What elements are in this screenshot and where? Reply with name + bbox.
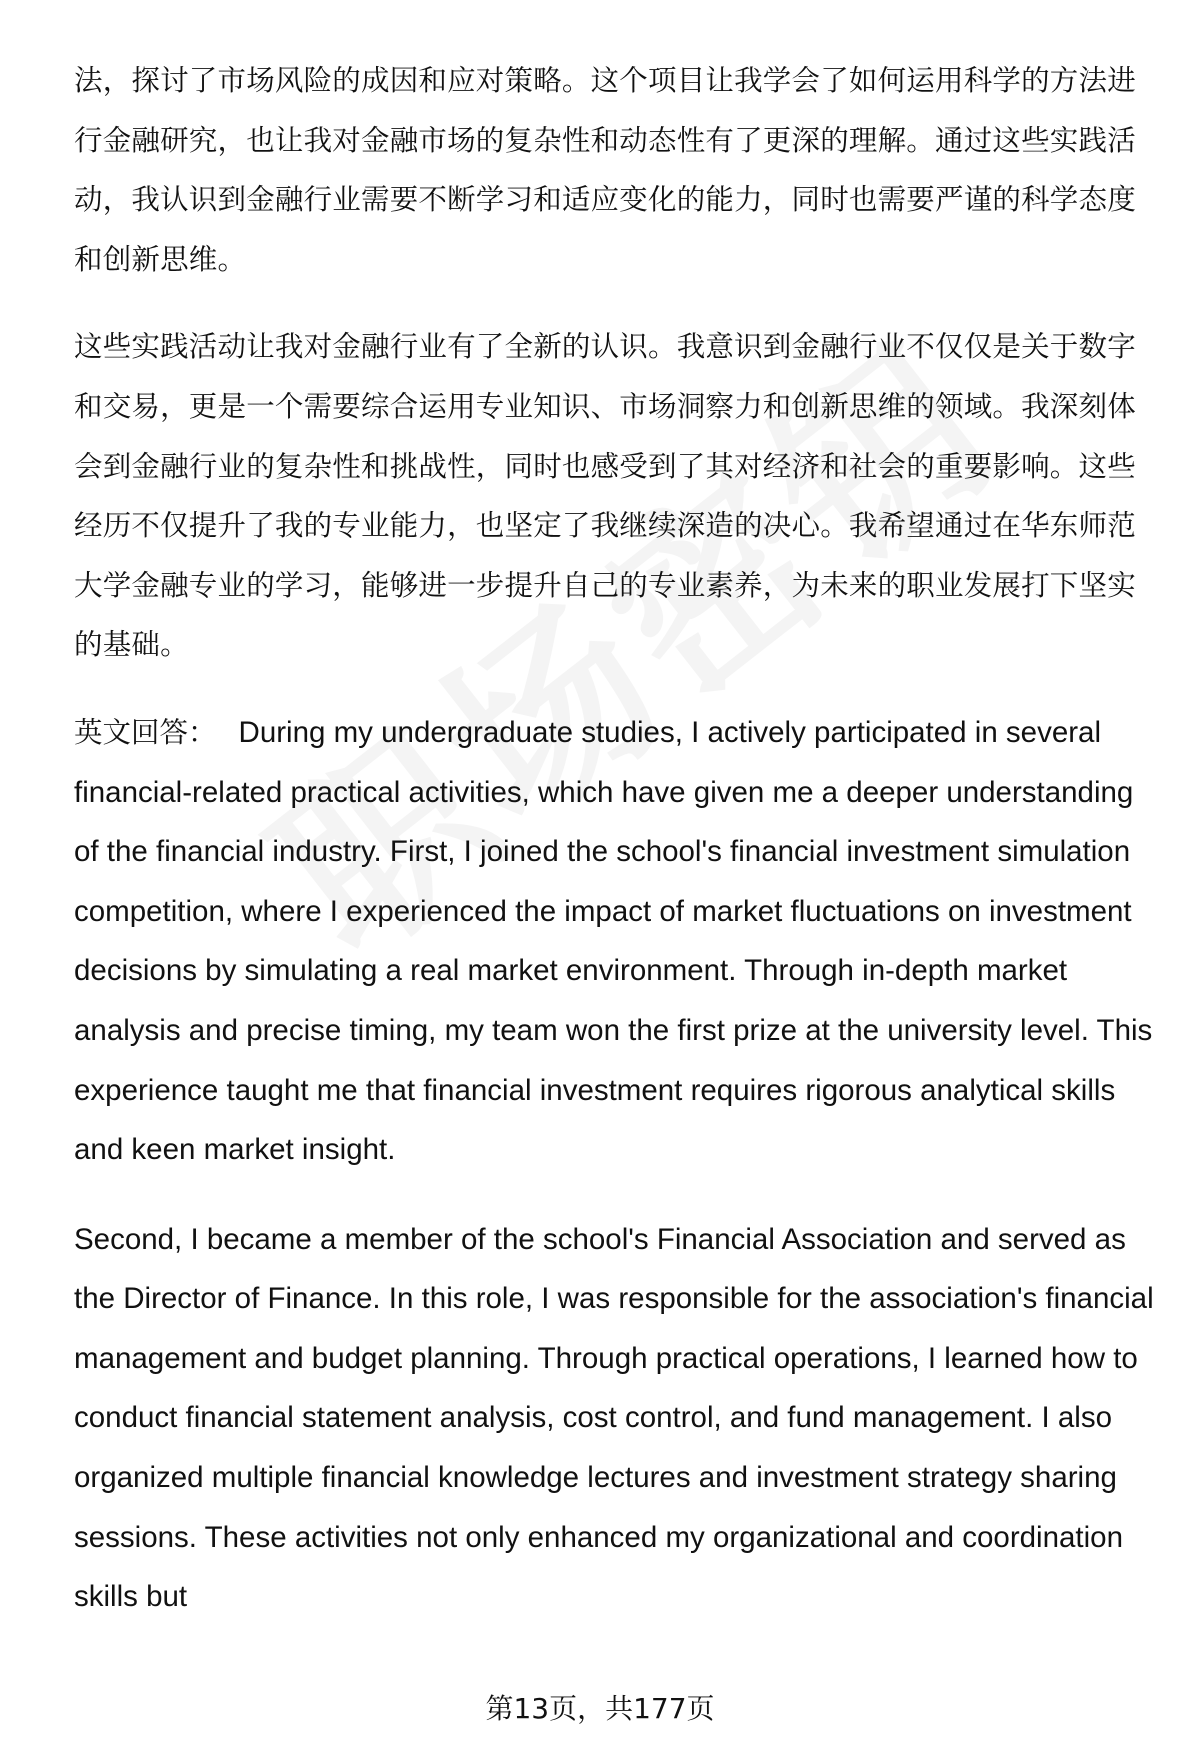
page-footer [0,1689,1200,1729]
paragraph-cn-2: 这些实践活动让我对金融行业有了全新的认识。我意识到金融行业不仅仅是关于数字和交易，更是一个需要综合运用专业知识、市场洞察力和创新思维的领域。我深刻体会到金融行业的复杂性和挑战性，同时也感受到了其对经济和社会的重要影响。这些经历不仅提升了我的专业能力，也坚定了我继续深造的决心。我希望通过在华东师范大学金融专业的学习，能够进一步提升自己的专业素养，为未来的职业发展打下坚实的基础。 [74,330,1136,662]
paragraph-cn-1: 法，探讨了市场风险的成因和应对策略。这个项目让我学会了如何运用科学的方法进行金融研究，也让我对金融市场的复杂性和动态性有了更深的理解。通过这些实践活动，我认识到金融行业需要不断学习和适应变化的能力，同时也需要严谨的科学态度和创新思维。 [74,64,1136,276]
paragraph-en-2: Second, I became a member of the school's Financial Association and served as the Director of Finance. In this role, I was responsible for the association's financial management and budget planning. Through practical operations, I learned how to conduct financial statement analysis, cost control, and fund management. I also organized multiple financial knowledge lectures and investment strategy sharing sessions. These activities not only enhanced my organizational and coordination skills but [74,1222,1154,1614]
paragraph-en-1 [74,703,1160,1180]
paragraph-en-1-text: During my undergraduate studies, I actively participated in several financial-related practical activities, which have given me a deeper understanding of the financial industry. First, I joined the school's financial investment simulation competition, where I experienced the impact of market fluctuations on investment decisions by simulating a real market environment. Through in-depth market analysis and precise timing, my team won the first prize at the university level. This experience taught me that financial investment requires rigorous analytical skills and keen market insight. [74,715,1153,1167]
english-answer-label: 英文回答： [74,715,217,749]
page-number: 第13页，共177页 [485,1692,715,1725]
document-body [74,51,1160,1627]
